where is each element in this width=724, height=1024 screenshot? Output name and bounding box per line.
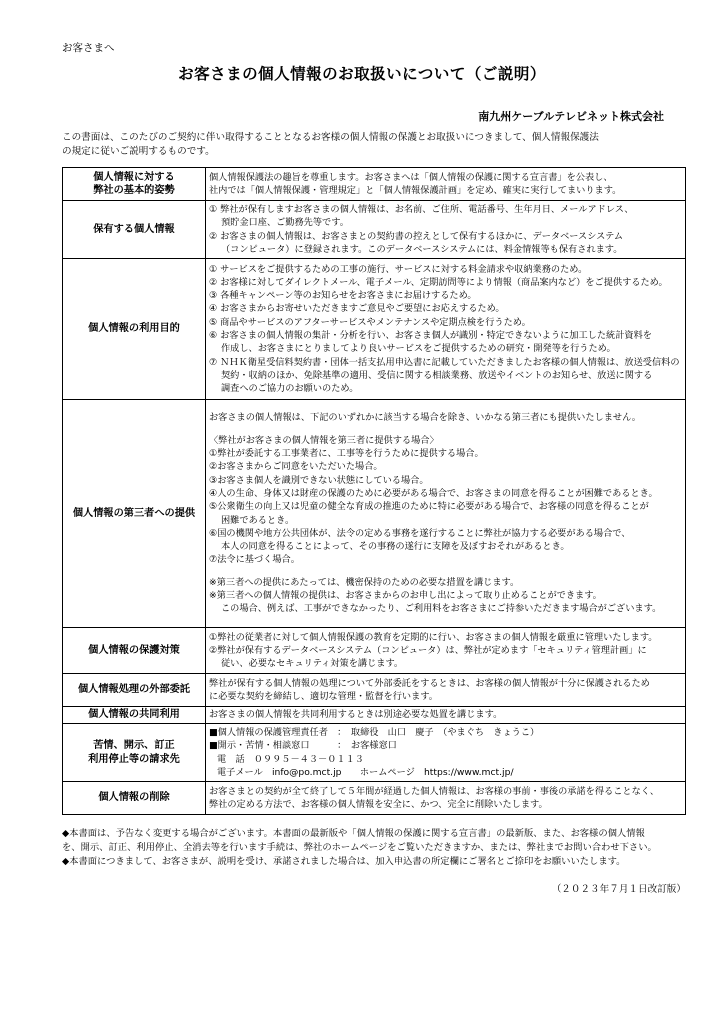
company-name: 南九州ケーブルテレビネット株式会社: [478, 110, 664, 123]
content-subheading: 〈弊社がお客さまの個人情報を第三者に提供する場合〉: [209, 434, 439, 446]
row-label-line: 弊社の基本的姿勢: [93, 185, 175, 196]
row-label-line: 利用停止等の請求先: [88, 753, 180, 765]
row-content-joint-use: [206, 707, 686, 724]
content-line: 預貯金口座、ご勤務先等です。: [221, 217, 349, 229]
list-item: 本人の同意を得ることによって、その事務の遂行に支障を及ぼすおそれがあるとき。: [221, 541, 570, 553]
phone-number: 電 話 ０９９５－４３－０１１３: [217, 753, 364, 765]
content-line: 弊社の定める方法で、お客様の個人情報を安全に、かつ、完全に削除いたします。: [209, 799, 548, 810]
table-row-joint-use: [63, 707, 686, 724]
row-label-line: 個人情報に対する: [93, 171, 175, 183]
note-line: この場合、例えば、工事ができなかったり、ご利用料をお客さまにご持参いただきます場合がございます。: [221, 603, 662, 615]
row-label-held-info: 保有する個人情報: [63, 201, 206, 259]
table-row-requests: [63, 724, 686, 782]
content-line: ① サービスをご提供するための工事の施行、サービスに対する料金請求や収納業務のため。: [209, 263, 588, 275]
list-item: 困難であるとき。: [221, 514, 295, 526]
page-title: お客さまの個人情報のお取扱いについて（ご説明）: [178, 65, 546, 83]
note-line: ※第三者への個人情報の提供は、お客さまからのお申し出によって取り止めることができます。: [209, 589, 602, 601]
row-label-joint-use: 個人情報の共同利用: [63, 707, 206, 724]
spacer: [209, 567, 682, 576]
table-row-outsourcing: [63, 674, 686, 707]
table-row-purpose: [63, 259, 686, 400]
table-row-third-party: [63, 400, 686, 628]
table-row-basic-stance: [63, 168, 686, 201]
row-label-third-party: 個人情報の第三者への提供: [63, 400, 206, 628]
content-line: ① 弊社が保有しますお客さまの個人情報は、お名前、ご住所、電話番号、生年月日、メールアドレス、: [209, 203, 634, 215]
table-row-held-info: [63, 201, 686, 259]
content-line: 個人情報保護法の趣旨を尊重します。お客さまへは「個人情報の保護に関する宣言書」を公表し、: [209, 171, 613, 183]
content-line: 従い、必要なセキュリティ対策を講じます。: [221, 658, 404, 670]
row-content-purpose: [206, 259, 686, 400]
footer-note-line: を、開示、訂正、利用停止、全消去等を行います手続は、弊社のホームページをご覧いただきますか、または、弊社までお問い合わせ下さい。: [62, 842, 657, 853]
row-content-requests: [206, 724, 686, 782]
content-line: ⑥ お客さまの個人情報の集計・分析を行い、お客さま個人が識別・特定できないように加工した統計資料を: [209, 330, 652, 341]
content-line: に必要な契約を締結し、適切な管理・監督を行います。: [209, 691, 438, 702]
list-item: ⑦法令に基づく場合。: [209, 554, 300, 566]
content-line: ② お客様に対してダイレクトメール、電子メール、定期訪問等により情報（商品案内など）をご提供するため。: [209, 276, 668, 288]
content-line: 弊社が保有する個人情報の処理について外部委託をするときは、お客様の個人情報が十分に保護されるため: [209, 677, 650, 689]
revision-date: （２０２３年７月１日改訂版）: [551, 884, 686, 895]
intro-line: この書面は、このたびのご契約に伴い取得することとなるお客様の個人情報の保護とお取扱いにつきまして、個人情報保護法: [62, 132, 599, 143]
contact-email-web: 電子メール info@po.mct.jp ホームページ https://www.mct.jp/: [217, 766, 514, 778]
footer-notes: [62, 827, 692, 869]
content-line: ①弊社の従業者に対して個人情報保護の教育を定期的に行い、お客さまの個人情報を厳重に管理いたします。: [209, 631, 658, 643]
note-line: ※第三者への提供にあたっては、機密保持のための必要な措置を講じます。: [209, 576, 520, 588]
table-row-protection: [63, 628, 686, 674]
row-content-deletion: [206, 782, 686, 815]
footer-note-line: ◆本書面につきまして、お客さまが、説明を受け、承諾されました場合は、加入申込書の所定欄にご署名とご捺印をお願いいたします。: [62, 856, 626, 867]
content-line: 作成し、お客さまにとりましてより良いサービスをご提供するための研究・開発等を行うため。: [221, 343, 616, 355]
list-item: ⑥国の機関や地方公共団体が、法令の定める事務を遂行することに弊社が協力する必要がある場合で、: [209, 527, 631, 539]
content-line: お客さまの個人情報は、下記のいずれかに該当する場合を除き、いかなる第三者にも提供いたしません。: [209, 412, 641, 424]
content-line: ⑤ 商品やサービスのアフターサービスやメンテナンスや定期点検を行うため。: [209, 316, 531, 328]
row-label-basic-stance: [63, 168, 206, 201]
row-label-requests: [63, 724, 206, 782]
intro-text: [62, 131, 672, 159]
content-line: ③ 各種キャンペーン等のお知らせをお客さまにお届けするため。: [209, 290, 477, 302]
content-line: ②弊社が保有するデータベースシステム（コンピュータ）は、弊社が定めます「セキュリティ管理計画」に: [209, 644, 647, 656]
row-content-held-info: [206, 201, 686, 259]
row-content-outsourcing: [206, 674, 686, 707]
content-line: ■個人情報の保護管理責任者 ： 取締役 山口 慶子 （やまぐち きょうこ）: [209, 726, 540, 738]
list-item: ②お客さまからご同意をいただいた場合。: [209, 461, 383, 473]
row-label-deletion: 個人情報の削除: [63, 782, 206, 815]
footer-note-line: ◆本書面は、予告なく変更する場合がございます。本書面の最新版や「個人情報の保護に関する宣言書」の最新版、また、お客様の個人情報: [62, 828, 645, 839]
content-line: ■開示・苦情・相談窓口 ： お客様窓口: [209, 740, 397, 752]
intro-line: の規定に従いご説明するものです。: [62, 146, 215, 157]
spacer: [209, 425, 682, 434]
content-line: お客さまの個人情報を共同利用するときは別途必要な処置を講じます。: [209, 709, 503, 721]
content-line: ④ お客さまからお寄せいただきますご意見やご要望にお応えするため。: [209, 303, 505, 315]
row-content-third-party: [206, 400, 686, 628]
salutation: お客さまへ: [62, 42, 115, 54]
content-line: 調査へのご協力のお願いのため。: [221, 383, 359, 395]
content-line: 契約・収納のほか、免除基準の適用、受信に関する相談業務、放送やイベントのお知らせ、放送に関する: [221, 369, 653, 381]
row-label-outsourcing: 個人情報処理の外部委託: [63, 674, 206, 707]
row-label-protection: 個人情報の保護対策: [63, 628, 206, 674]
row-label-purpose: 個人情報の利用目的: [63, 259, 206, 400]
content-line: （コンピュータ）に登録されます。このデータベースシステムには、料金情報等も保有されます。: [221, 243, 623, 255]
content-line: ⑦ ＮＨＫ衛星受信料契約書・団体一括支払用申込書に記載していただきましたお客様の個人情報は、放送受信料の: [209, 356, 680, 368]
row-label-line: 苦情、開示、訂正: [93, 740, 175, 752]
row-content-basic-stance: [206, 168, 686, 201]
list-item: ④人の生命、身体又は財産の保護のために必要がある場合で、お客さまの同意を得ることが困難であるとき。: [209, 487, 658, 499]
list-item: ⑤公衆衛生の向上又は児童の健全な育成の推進のために特に必要がある場合で、お客様の同意を得ることが: [209, 501, 649, 513]
privacy-info-table: [62, 167, 686, 815]
list-item: ①弊社が委託する工事業者に、工事等を行うために提供する場合。: [209, 448, 484, 460]
content-line: お客さまとの契約が全て終了して５年間が経過した個人情報は、お客様の事前・事後の承諾を得ることなく、: [209, 785, 660, 797]
list-item: ③お客さま個人を識別できない状態にしている場合。: [209, 474, 429, 486]
table-row-deletion: [63, 782, 686, 815]
row-content-protection: [206, 628, 686, 674]
content-line: 社内では「個人情報保護・管理規定」と「個人情報保護計画」を定め、確実に実行してまいります。: [209, 185, 622, 196]
content-line: ② お客さまの個人情報は、お客さまとの契約書の控えとして保有するほかに、データベースシステム: [209, 230, 624, 242]
